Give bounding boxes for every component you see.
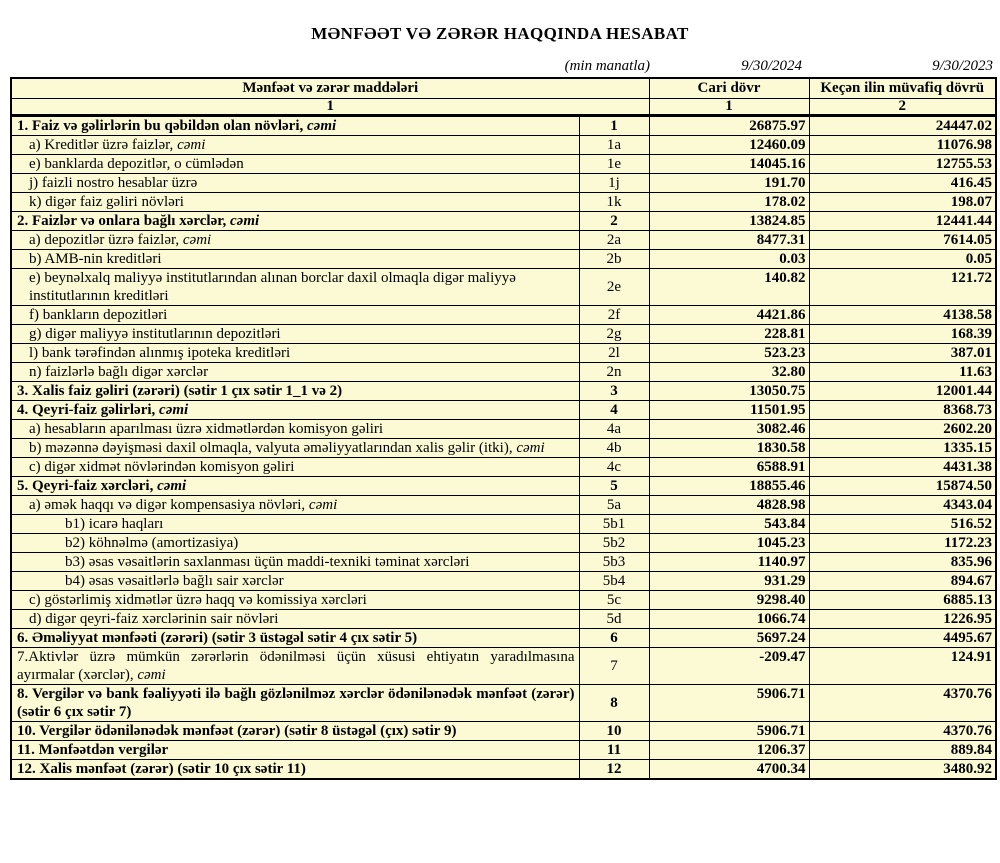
table-row [11,515,996,534]
row-code: 8 [579,685,649,722]
table-row [11,458,996,477]
row-previous-value: 198.07 [809,193,996,212]
report-page [0,24,1000,780]
current-column-index: 1 [649,99,809,116]
row-code: 2l [579,344,649,363]
row-current-value: 14045.16 [649,155,809,174]
table-row [11,610,996,629]
row-current-value: 4700.34 [649,760,809,780]
table-row [11,325,996,344]
current-period-date: 9/30/2024 [741,58,802,74]
row-code: 7 [579,648,649,685]
row-code: 2e [579,269,649,306]
row-code: 1j [579,174,649,193]
row-label: 7.Aktivlər üzrə mümkün zərərlərin ödənilməsi üçün xüsusi ehtiyatın yaradılmasına ayırmalar (xərclər), cəmi [11,648,579,685]
row-label: a) əmək haqqı və digər kompensasiya növləri, cəmi [11,496,579,515]
row-code: 5b1 [579,515,649,534]
table-row [11,401,996,420]
row-current-value: 9298.40 [649,591,809,610]
row-previous-value: 416.45 [809,174,996,193]
table-row [11,572,996,591]
row-label: a) hesabların aparılması üzrə xidmətlərdən komisyon gəliri [11,420,579,439]
row-previous-value: 6885.13 [809,591,996,610]
row-label-italic-suffix: cəmi [182,232,212,248]
row-current-value: 11501.95 [649,401,809,420]
row-code: 1 [579,116,649,136]
row-previous-value: 387.01 [809,344,996,363]
row-label-italic-suffix: cəmi [177,137,206,153]
row-current-value: 931.29 [649,572,809,591]
previous-column-header: Keçən ilin müvafiq dövrü [809,78,996,99]
table-row [11,212,996,231]
table-row [11,193,996,212]
row-code: 5b4 [579,572,649,591]
table-row [11,174,996,193]
row-previous-value: 3480.92 [809,760,996,780]
row-label: f) bankların depozitləri [11,306,579,325]
row-previous-value: 1226.95 [809,610,996,629]
row-label: 10. Vergilər ödənilənədək mənfəət (zərər) (sətir 8 üstəgəl (çıx) sətir 9) [11,722,579,741]
table-body [11,116,996,780]
row-label: a) Kreditlər üzrə faizlər, cəmi [11,136,579,155]
row-current-value: 228.81 [649,325,809,344]
row-label-italic-suffix: cəmi [307,118,337,134]
row-label-italic-suffix: cəmi [137,667,166,683]
row-label: g) digər maliyyə institutlarının depozitləri [11,325,579,344]
row-code: 3 [579,382,649,401]
table-header-row [11,78,996,99]
row-code: 1e [579,155,649,174]
row-code: 2 [579,212,649,231]
table-row [11,553,996,572]
row-label: b) məzənnə dəyişməsi daxil olmaqla, valyuta əməliyyatlarından xalis gəlir (itki), cəmi [11,439,579,458]
row-previous-value: 8368.73 [809,401,996,420]
table-row [11,363,996,382]
row-previous-value: 0.05 [809,250,996,269]
row-previous-value: 12001.44 [809,382,996,401]
table-row [11,344,996,363]
row-label: 2. Faizlər və onlara bağlı xərclər, cəmi [11,212,579,231]
row-code: 10 [579,722,649,741]
row-label: d) digər qeyri-faiz xərclərinin sair növləri [11,610,579,629]
table-row [11,760,996,780]
table-row [11,439,996,458]
table-row [11,382,996,401]
table-row [11,136,996,155]
row-code: 2g [579,325,649,344]
row-label: b) AMB-nin kreditləri [11,250,579,269]
row-previous-value: 7614.05 [809,231,996,250]
row-current-value: 5697.24 [649,629,809,648]
row-current-value: 12460.09 [649,136,809,155]
row-current-value: 5906.71 [649,722,809,741]
row-current-value: 523.23 [649,344,809,363]
row-code: 5a [579,496,649,515]
row-previous-value: 121.72 [809,269,996,306]
row-current-value: 1045.23 [649,534,809,553]
row-code: 5b3 [579,553,649,572]
row-previous-value: 168.39 [809,325,996,344]
row-label: c) göstərlimiş xidmətlər üzrə haqq və komissiya xərcləri [11,591,579,610]
table-row [11,306,996,325]
row-previous-value: 15874.50 [809,477,996,496]
previous-period-date: 9/30/2023 [932,58,993,74]
items-column-index: 1 [11,99,649,116]
row-previous-value: 2602.20 [809,420,996,439]
row-previous-value: 4495.67 [809,629,996,648]
row-previous-value: 835.96 [809,553,996,572]
row-label: e) beynəlxalq maliyyə institutlarından alınan borclar daxil olmaqla digər maliyyə institutlarının kreditləri [11,269,579,306]
row-previous-value: 889.84 [809,741,996,760]
table-row [11,648,996,685]
row-label: k) digər faiz gəliri növləri [11,193,579,212]
row-label-italic-suffix: cəmi [308,497,338,513]
row-current-value: 5906.71 [649,685,809,722]
row-code: 1k [579,193,649,212]
row-code: 5b2 [579,534,649,553]
items-column-header: Mənfəət və zərər maddələri [11,78,649,99]
row-label: 8. Vergilər və bank fəaliyyəti ilə bağlı gözlənilməz xərclər ödənilənədək mənfəət (zərər) (sətir 6 çıx sətir 7) [11,685,579,722]
row-current-value: 1140.97 [649,553,809,572]
row-code: 1a [579,136,649,155]
row-previous-value: 12441.44 [809,212,996,231]
row-current-value: 1066.74 [649,610,809,629]
row-label: c) digər xidmət növlərindən komisyon gəliri [11,458,579,477]
row-label-italic-suffix: cəmi [230,213,260,229]
row-code: 6 [579,629,649,648]
row-current-value: 13050.75 [649,382,809,401]
table-row [11,420,996,439]
row-label-italic-suffix: cəmi [157,478,187,494]
row-current-value: 4421.86 [649,306,809,325]
row-code: 4b [579,439,649,458]
row-current-value: 26875.97 [649,116,809,136]
row-label: a) depozitlər üzrə faizlər, cəmi [11,231,579,250]
row-previous-value: 4370.76 [809,685,996,722]
row-code: 2f [579,306,649,325]
row-label: 11. Mənfəətdən vergilər [11,741,579,760]
row-label: 12. Xalis mənfəət (zərər) (sətir 10 çıx sətir 11) [11,760,579,780]
row-current-value: 1830.58 [649,439,809,458]
table-row [11,231,996,250]
table-row [11,477,996,496]
table-row [11,496,996,515]
row-label: j) faizli nostro hesablar üzrə [11,174,579,193]
row-label: 3. Xalis faiz gəliri (zərəri) (sətir 1 çıx sətir 1_1 və 2) [11,382,579,401]
row-previous-value: 24447.02 [809,116,996,136]
row-previous-value: 12755.53 [809,155,996,174]
row-current-value: 3082.46 [649,420,809,439]
current-column-header: Cari dövr [649,78,809,99]
row-current-value: -209.47 [649,648,809,685]
table-row [11,685,996,722]
row-current-value: 32.80 [649,363,809,382]
row-previous-value: 4138.58 [809,306,996,325]
row-label: 1. Faiz və gəlirlərin bu qəbildən olan növləri, cəmi [11,116,579,136]
row-label: n) faizlərlə bağlı digər xərclər [11,363,579,382]
row-label: b4) əsas vəsaitlərlə bağlı sair xərclər [11,572,579,591]
row-code: 4c [579,458,649,477]
row-label-italic-suffix: cəmi [516,440,545,456]
table-row [11,534,996,553]
row-current-value: 8477.31 [649,231,809,250]
row-code: 5 [579,477,649,496]
row-label: b2) köhnəlmə (amortizasiya) [11,534,579,553]
previous-column-index: 2 [809,99,996,116]
row-label: e) banklarda depozitlər, o cümlədən [11,155,579,174]
table-row [11,250,996,269]
row-previous-value: 516.52 [809,515,996,534]
row-previous-value: 11.63 [809,363,996,382]
row-previous-value: 1172.23 [809,534,996,553]
row-label: 6. Əməliyyat mənfəəti (zərəri) (sətir 3 üstəgəl sətir 4 çıx sətir 5) [11,629,579,648]
row-previous-value: 4343.04 [809,496,996,515]
unit-note: (min manatla) [564,58,650,74]
row-previous-value: 4431.38 [809,458,996,477]
row-code: 2b [579,250,649,269]
row-previous-value: 11076.98 [809,136,996,155]
row-code: 5c [579,591,649,610]
row-previous-value: 4370.76 [809,722,996,741]
row-label: b3) əsas vəsaitlərin saxlanması üçün maddi-texniki təminat xərcləri [11,553,579,572]
row-previous-value: 1335.15 [809,439,996,458]
row-label: 5. Qeyri-faiz xərcləri, cəmi [11,477,579,496]
row-label-italic-suffix: cəmi [159,402,189,418]
row-current-value: 6588.91 [649,458,809,477]
row-code: 12 [579,760,649,780]
row-code: 2n [579,363,649,382]
row-code: 11 [579,741,649,760]
row-label: l) bank tərəfindən alınmış ipoteka kreditləri [11,344,579,363]
row-previous-value: 894.67 [809,572,996,591]
row-label: 4. Qeyri-faiz gəlirləri, cəmi [11,401,579,420]
row-code: 5d [579,610,649,629]
table-row [11,116,996,136]
report-title: MƏNFƏƏT VƏ ZƏRƏR HAQQINDA HESABAT [311,24,689,43]
row-code: 4 [579,401,649,420]
table-row [11,629,996,648]
table-row [11,741,996,760]
row-current-value: 543.84 [649,515,809,534]
row-code: 4a [579,420,649,439]
row-current-value: 1206.37 [649,741,809,760]
profit-loss-table [10,77,997,780]
column-index-row [11,99,996,116]
table-row [11,591,996,610]
row-previous-value: 124.91 [809,648,996,685]
row-current-value: 140.82 [649,269,809,306]
table-row [11,155,996,174]
row-current-value: 13824.85 [649,212,809,231]
table-row [11,722,996,741]
row-current-value: 0.03 [649,250,809,269]
row-current-value: 178.02 [649,193,809,212]
meta-line [0,57,1000,75]
row-code: 2a [579,231,649,250]
row-current-value: 191.70 [649,174,809,193]
table-row [11,269,996,306]
row-current-value: 4828.98 [649,496,809,515]
row-label: b1) icarə haqları [11,515,579,534]
row-current-value: 18855.46 [649,477,809,496]
